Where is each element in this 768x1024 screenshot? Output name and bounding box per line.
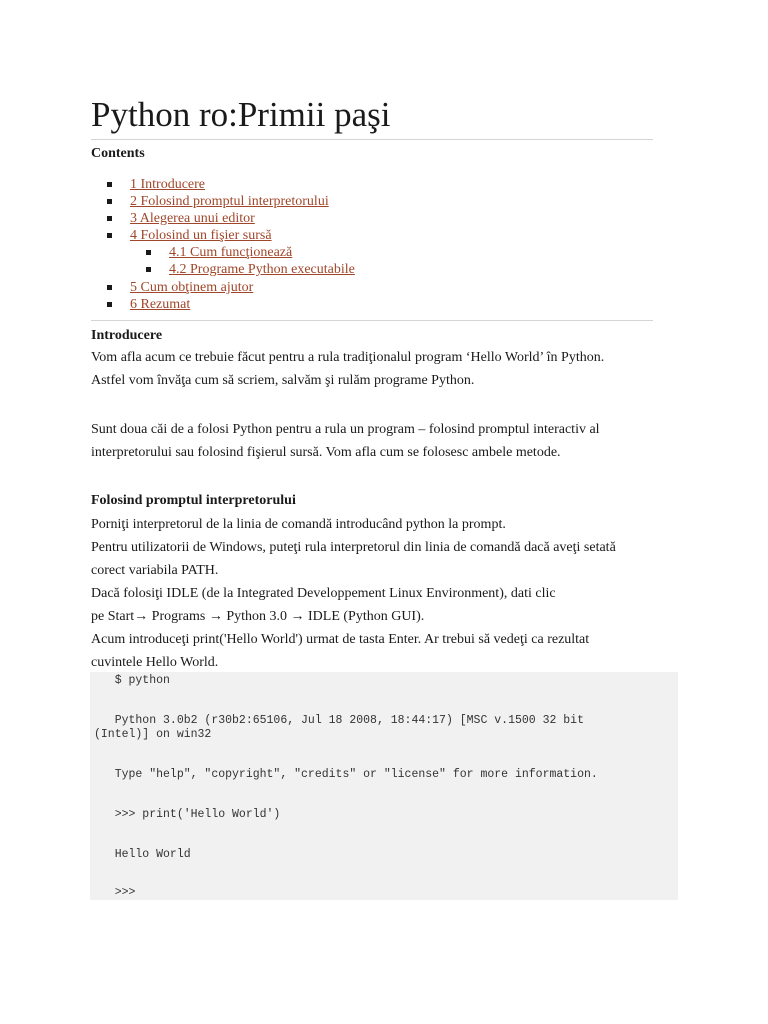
bullet-icon <box>107 182 112 187</box>
text-line: corect variabila PATH. <box>91 563 219 578</box>
toc-item-introducere[interactable] <box>111 176 206 193</box>
toc-item-programe-executabile[interactable] <box>150 261 355 278</box>
toc-link[interactable]: 2 Folosind promptul interpretorului <box>130 194 329 209</box>
toc-link[interactable]: 6 Rezumat <box>130 297 191 312</box>
text-line: Astfel vom învăţa cum să scriem, salvăm şi rulăm programe Python. <box>91 373 475 388</box>
section-heading-folosind-promptul: Folosind promptul interpretorului <box>91 493 296 508</box>
toc-link[interactable]: 4.2 Programe Python executabile <box>169 262 355 277</box>
text-line: Vom afla acum ce trebuie făcut pentru a rula tradiţionalul program ‘Hello World’ în Python. <box>91 350 605 365</box>
contents-divider <box>91 320 653 321</box>
toc-link[interactable]: 4 Folosind un fişier sursă <box>130 228 272 243</box>
toc-item-fisier-sursa[interactable] <box>111 227 272 244</box>
text-line: Pentru utilizatorii de Windows, puteţi rula interpretorul din linia de comandă dacă aveţi setată <box>91 540 616 555</box>
code-line: $ python <box>94 674 170 687</box>
code-line: Type "help", "copyright", "credits" or "license" for more information. <box>94 768 598 781</box>
bullet-icon <box>107 216 112 221</box>
toc-item-cum-functioneaza[interactable] <box>150 244 293 261</box>
text-line: Porniţi interpretorul de la linia de comandă introducând python la prompt. <box>91 517 506 532</box>
code-block <box>90 672 678 900</box>
intro-paragraph-2 <box>91 418 651 464</box>
contents-label: Contents <box>91 146 145 161</box>
bullet-icon <box>107 302 112 307</box>
code-line: Python 3.0b2 (r30b2:65106, Jul 18 2008, 18:44:17) [MSC v.1500 32 bit <box>94 714 584 727</box>
text-line: Acum introduceţi print('Hello World') urmat de tasta Enter. Ar trebui să vedeţi ca rezultat <box>91 632 590 647</box>
bullet-icon <box>107 285 112 290</box>
toc-link[interactable]: 1 Introducere <box>130 177 206 192</box>
bullet-icon <box>107 199 112 204</box>
text-line: interpretorului sau folosind fişierul sursă. Vom afla cum se folosesc ambele metode. <box>91 445 561 460</box>
toc-link[interactable]: 5 Cum obţinem ajutor <box>130 280 254 295</box>
section-heading-introducere: Introducere <box>91 328 163 343</box>
toc-item-rezumat[interactable] <box>111 296 191 313</box>
toc-item-alegerea-editor[interactable] <box>111 210 255 227</box>
toc-link[interactable]: 3 Alegerea unui editor <box>130 211 255 226</box>
toc-link[interactable]: 4.1 Cum funcţionează <box>169 245 293 260</box>
title-divider <box>91 139 653 140</box>
bullet-icon <box>146 250 151 255</box>
toc-item-folosind-promptul[interactable] <box>111 193 329 210</box>
code-line: (Intel)] on win32 <box>94 728 212 741</box>
toc-item-ajutor[interactable] <box>111 279 254 296</box>
bullet-icon <box>146 267 151 272</box>
bullet-icon <box>107 233 112 238</box>
code-line: >>> print('Hello World') <box>94 808 281 821</box>
code-line: Hello World <box>94 848 191 861</box>
intro-paragraph-1 <box>91 346 651 392</box>
text-line: cuvintele Hello World. <box>91 655 219 670</box>
prompt-paragraph <box>91 513 671 674</box>
text-line: Dacă folosiţi IDLE (de la Integrated Developpement Linux Environment), dati clic <box>91 586 556 601</box>
page-title: Python ro:Primii paşi <box>91 95 391 134</box>
text-line: pe Start→ Programs → Python 3.0 → IDLE (Python GUI). <box>91 609 425 624</box>
text-line: Sunt doua căi de a folosi Python pentru a rula un program – folosind promptul interactiv al <box>91 422 600 437</box>
code-line: >>> <box>94 886 136 899</box>
